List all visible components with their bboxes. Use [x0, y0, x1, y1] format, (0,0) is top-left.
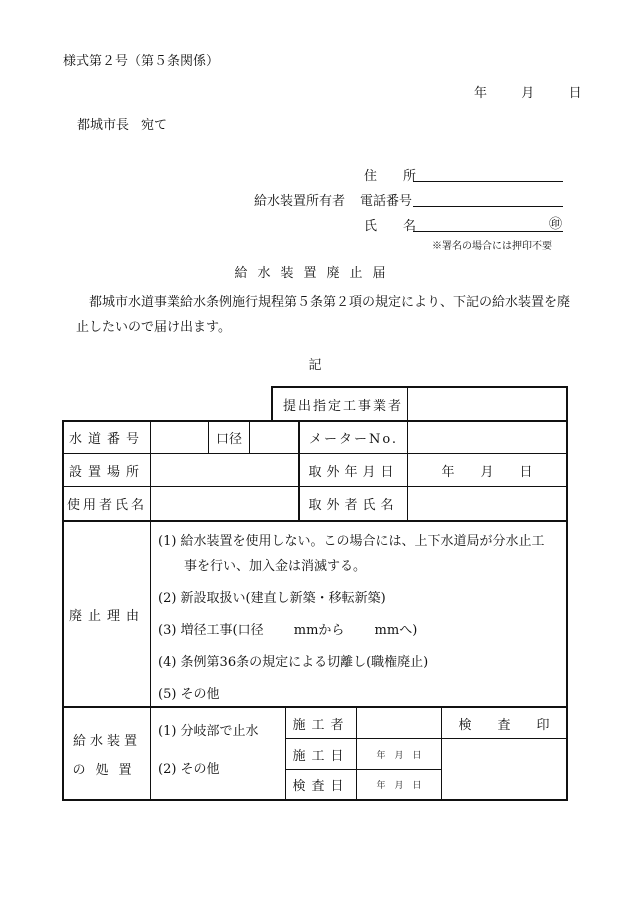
construction-date-label: 施工日 [292, 748, 350, 764]
reason-2[interactable]: (2) 新設取扱い(建直し新築・移転新築) [158, 591, 386, 606]
constructor-label: 施工者 [292, 717, 350, 733]
date-day: 日 [568, 86, 582, 101]
location-label: 設置場所 [68, 464, 145, 480]
reason-1[interactable]: (1) 給水装置を使用しない。この場合には、上下水道局が分水止工 [158, 534, 545, 549]
removal-year: 年 [441, 464, 455, 480]
phone-field[interactable] [413, 188, 563, 207]
removal-date-field[interactable] [408, 454, 566, 486]
inspection-seal-label: 検 査 印 [458, 717, 550, 733]
location-field[interactable] [151, 454, 298, 486]
address-label: 住 所 [364, 169, 417, 184]
document-title: 給水装置廃止届 [234, 266, 396, 281]
owner-role-label: 給水装置所有者 [254, 194, 346, 209]
reason-3[interactable]: (3) 増径工事(口径 mmから mmへ) [158, 623, 418, 638]
form-number: 様式第２号（第５条関係） [63, 54, 220, 69]
disposal-label [64, 708, 150, 799]
water-number-field[interactable] [151, 422, 208, 453]
seal-mark: ㊞ [549, 217, 563, 232]
reason-1-cont: 事を行い、加入金は消滅する。 [184, 559, 367, 574]
date-year: 年 [474, 86, 488, 101]
inspection-seal-field[interactable] [442, 739, 566, 799]
user-name-field[interactable] [151, 487, 298, 520]
contractor-field[interactable] [408, 388, 566, 420]
remover-name-field[interactable] [408, 487, 566, 520]
inspection-date-field[interactable]: 年 月 日 [376, 781, 422, 791]
name-label: 氏 名 [364, 219, 417, 234]
reason-label: 廃止理由 [68, 608, 145, 624]
bore-field[interactable] [250, 422, 298, 453]
bore-label: 口径 [215, 432, 242, 447]
addressee [77, 114, 167, 133]
reason-5[interactable]: (5) その他 [158, 687, 220, 702]
inspection-date-label: 検査日 [292, 779, 350, 794]
remover-name-label: 取外者氏名 [308, 498, 399, 513]
disposal-label-2: の処置 [72, 762, 142, 778]
removal-month: 月 [480, 464, 494, 480]
removal-date-label: 取外年月日 [308, 464, 399, 480]
phone-label: 電話番号 [360, 194, 413, 209]
disposal-label-1: 給水装置 [72, 733, 141, 749]
date-month: 月 [521, 86, 535, 101]
ki-mark: 記 [308, 358, 322, 373]
reason-4[interactable]: (4) 条例第36条の規定による切離し(職権廃止) [158, 655, 429, 670]
date-line [474, 82, 582, 101]
addressee-name: 都城市長 [77, 118, 130, 133]
meter-field[interactable] [408, 422, 566, 453]
removal-day: 日 [519, 464, 533, 480]
construction-date-field[interactable]: 年 月 日 [376, 750, 422, 761]
water-number-label: 水道番号 [68, 432, 145, 447]
user-name-label: 使用者氏名 [66, 498, 147, 513]
disposal-option-1[interactable]: (1) 分岐部で止水 [158, 724, 259, 739]
contractor-label: 提出指定工事業者 [282, 398, 403, 414]
document-body: 都城市水道事業給水条例施行規程第５条第２項の規定により、下記の給水装置を廃止したいので届け出ます。 [76, 295, 571, 335]
name-field[interactable] [413, 213, 563, 232]
meter-label: メーターNo. [308, 432, 399, 447]
seal-note: ※署名の場合には押印不要 [432, 241, 552, 252]
disposal-option-2[interactable]: (2) その他 [158, 762, 220, 777]
addressee-suffix: 宛て [141, 118, 168, 133]
address-field[interactable] [413, 163, 563, 182]
constructor-field[interactable] [357, 708, 441, 738]
